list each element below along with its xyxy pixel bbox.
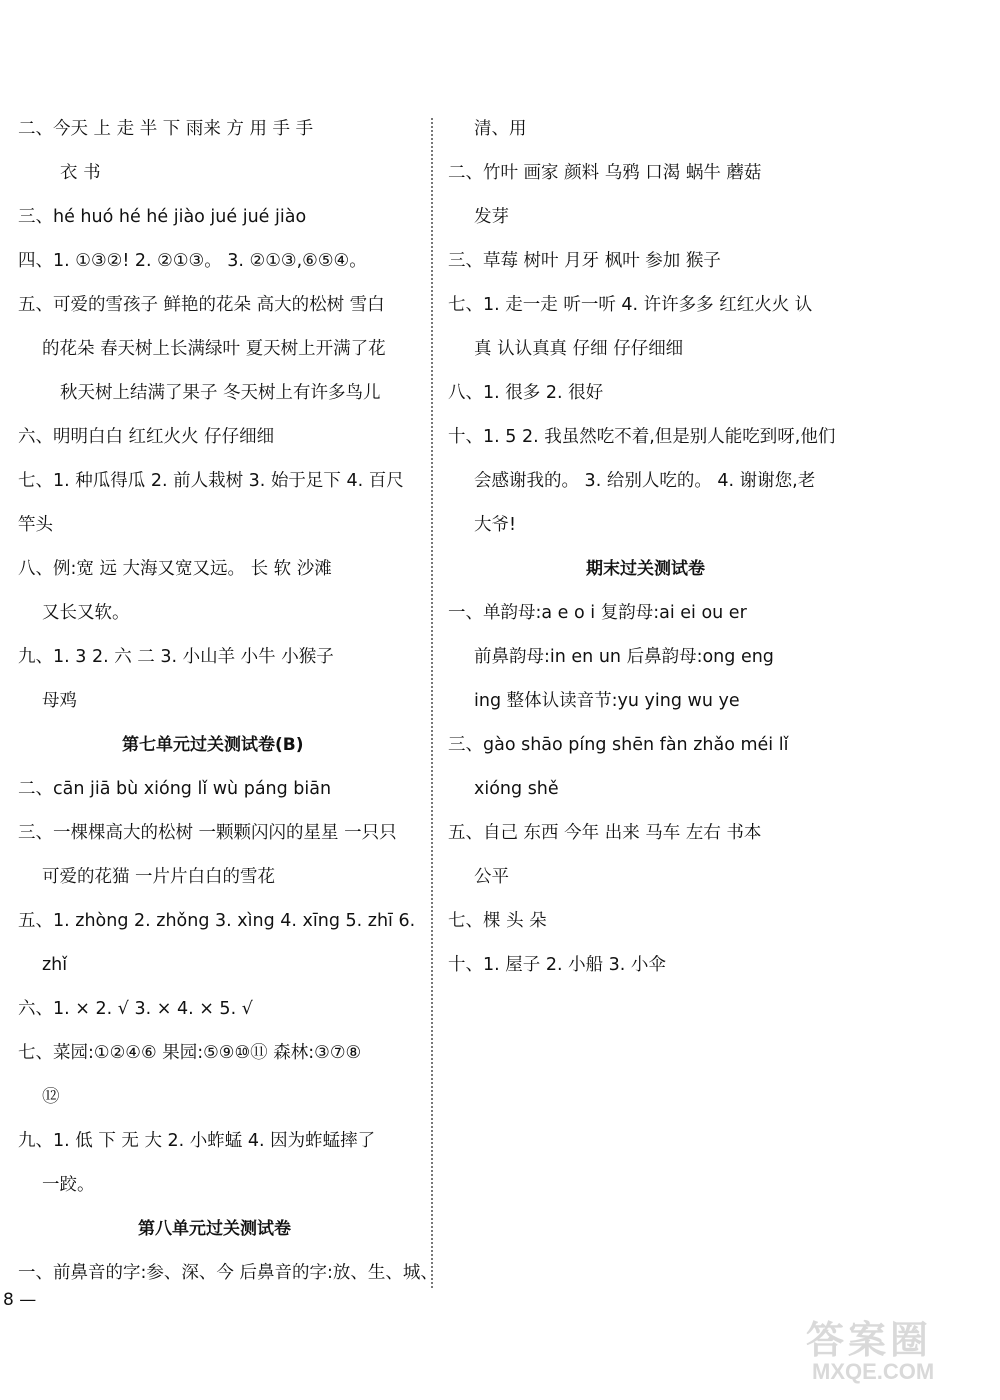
answer-line: xióng shě <box>474 779 559 799</box>
answer-line: zhǐ <box>42 955 68 975</box>
watermark-logo <box>796 1307 986 1392</box>
answer-line: 一、单韵母:a e o i 复韵母:ai ei ou er <box>448 603 747 623</box>
answer-line: 五、自己 东西 今年 出来 马车 左右 书本 <box>448 823 762 843</box>
answer-line: 二、今天 上 走 半 下 雨来 方 用 手 手 <box>18 119 314 139</box>
answer-line: 大爷! <box>474 515 517 535</box>
watermark-title: 答案圈 <box>806 1318 933 1362</box>
answer-line: 三、hé huó hé hé jiào jué jué jiào <box>18 207 307 227</box>
watermark-site: MXQE.COM <box>812 1359 935 1384</box>
column-divider <box>431 118 433 1288</box>
answer-line: 公平 <box>474 867 509 887</box>
section-heading: 第七单元过关测试卷(B) <box>122 735 304 755</box>
answer-line: ⑫ <box>42 1087 60 1107</box>
answer-line: 三、gào shāo píng shēn fàn zhǎo méi lǐ <box>448 735 789 755</box>
page-number: 8 — <box>3 1290 37 1310</box>
answer-line: 前鼻韵母:in en un 后鼻韵母:ong eng <box>474 647 774 667</box>
answer-line: 三、一棵棵高大的松树 一颗颗闪闪的星星 一只只 <box>18 823 397 843</box>
answer-line: 八、1. 很多 2. 很好 <box>448 383 604 403</box>
answer-line: 的花朵 春天树上长满绿叶 夏天树上开满了花 <box>42 339 386 359</box>
answer-line: 二、竹叶 画家 颜料 乌鸦 口渴 蜗牛 蘑菇 <box>448 163 762 183</box>
answer-line: 七、菜园:①②④⑥ 果园:⑤⑨⑩⑪ 森林:③⑦⑧ <box>18 1043 362 1063</box>
answer-line: 七、棵 头 朵 <box>448 911 547 931</box>
answer-line: 一跤。 <box>42 1175 95 1195</box>
answer-line: 十、1. 5 2. 我虽然吃不着,但是别人能吃到呀,他们 <box>448 427 836 447</box>
answer-line: ing 整体认读音节:yu ying wu ye <box>474 691 740 711</box>
answer-line: 又长又软。 <box>42 603 130 623</box>
answer-line: 七、1. 走一走 听一听 4. 许许多多 红红火火 认 <box>448 295 813 315</box>
answer-line: 二、cān jiā bù xióng lǐ wù páng biān <box>18 779 332 799</box>
answer-line: 九、1. 低 下 无 大 2. 小蚱蜢 4. 因为蚱蜢摔了 <box>18 1131 376 1151</box>
answer-line: 发芽 <box>474 207 509 227</box>
answer-line: 竿头 <box>18 515 53 535</box>
answer-line: 清、用 <box>474 119 527 139</box>
section-heading: 期末过关测试卷 <box>586 559 705 579</box>
answer-line: 母鸡 <box>42 691 77 711</box>
answer-line: 七、1. 种瓜得瓜 2. 前人栽树 3. 始于足下 4. 百尺 <box>18 471 404 491</box>
answer-line: 六、1. × 2. √ 3. × 4. × 5. √ <box>18 999 253 1019</box>
answer-line: 四、1. ①③②! 2. ②①③。 3. ②①③,⑥⑤④。 <box>18 251 367 271</box>
answer-line: 八、例:宽 远 大海又宽又远。 长 软 沙滩 <box>18 559 332 579</box>
answer-line: 可爱的花猫 一片片白白的雪花 <box>42 867 276 887</box>
answer-line: 九、1. 3 2. 六 二 3. 小山羊 小牛 小猴子 <box>18 647 334 667</box>
answer-line: 一、前鼻音的字:参、深、今 后鼻音的字:放、生、城、 <box>18 1263 438 1283</box>
section-heading: 第八单元过关测试卷 <box>138 1219 291 1239</box>
answer-line: 三、草莓 树叶 月牙 枫叶 参加 猴子 <box>448 251 721 271</box>
answer-line: 六、明明白白 红红火火 仔仔细细 <box>18 427 275 447</box>
answer-line: 五、1. zhòng 2. zhǒng 3. xìng 4. xīng 5. zhī 6. <box>18 911 416 931</box>
answer-line: 秋天树上结满了果子 冬天树上有许多鸟儿 <box>60 383 381 403</box>
answer-line: 会感谢我的。 3. 给别人吃的。 4. 谢谢您,老 <box>474 471 816 491</box>
answer-line: 五、可爱的雪孩子 鲜艳的花朵 高大的松树 雪白 <box>18 295 385 315</box>
answer-line: 十、1. 屋子 2. 小船 3. 小伞 <box>448 955 666 975</box>
answer-line: 衣 书 <box>60 163 101 183</box>
answer-line: 真 认认真真 仔细 仔仔细细 <box>474 339 684 359</box>
